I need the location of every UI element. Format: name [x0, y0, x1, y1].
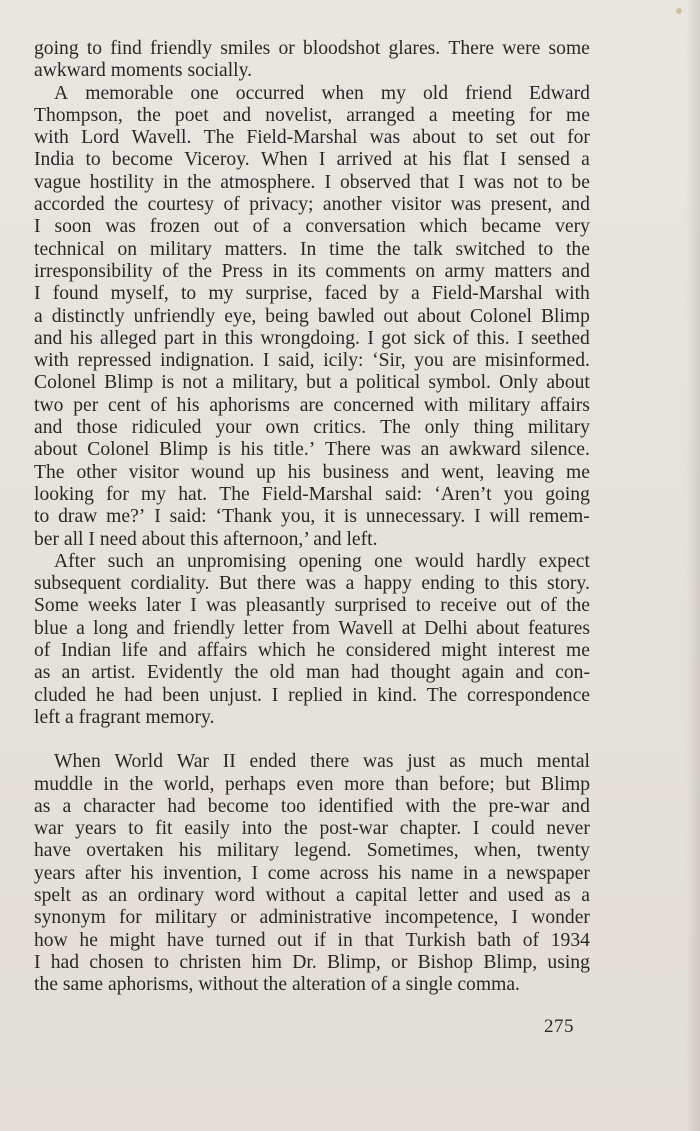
text-line: awkward moments socially. [34, 60, 253, 82]
paragraph [34, 751, 590, 996]
text-line: The other visitor wound up his business and went, leaving me [34, 461, 590, 483]
text-line: vague hostility in the atmosphere. I observed that I was not to be [34, 171, 590, 193]
page-speck [676, 8, 682, 14]
text-line: about Colonel Blimp is his title.’ There was an awkward silence. [34, 439, 590, 461]
text-line: war years to fit easily into the post-war chapter. I could never [34, 818, 590, 840]
text-line: with Lord Wavell. The Field-Marshal was about to set out for [34, 127, 590, 149]
text-line: subsequent cordiality. But there was a happy ending to this story. [34, 573, 590, 595]
text-line: years after his invention, I come across his name in a newspaper [34, 862, 590, 884]
text-line: technical on military matters. In time the talk switched to the [34, 238, 590, 260]
text-line: how he might have turned out if in that Turkish bath of 1934 [34, 929, 590, 951]
text-line: Some weeks later I was pleasantly surprised to receive out of the [34, 595, 590, 617]
text-line: left a fragrant memory. [34, 706, 215, 728]
text-line: A memorable one occurred when my old friend Edward [54, 82, 590, 104]
paragraph [34, 551, 590, 729]
paragraph [34, 83, 590, 551]
text-line: irresponsibility of the Press in its comments on army matters and [34, 260, 590, 282]
text-line: cluded he had been unjust. I replied in kind. The correspondence [34, 684, 590, 706]
text-line: muddle in the world, perhaps even more than before; but Blimp [34, 773, 590, 795]
text-line: have overtaken his military legend. Sometimes, when, twenty [34, 840, 590, 862]
text-line: ber all I need about this afternoon,’ and left. [34, 528, 378, 550]
body-text [34, 38, 590, 996]
text-line: Colonel Blimp is not a military, but a political symbol. Only about [34, 372, 590, 394]
text-line: as an artist. Evidently the old man had thought again and con- [34, 662, 590, 684]
text-line: I soon was frozen out of a conversation which became very [34, 216, 590, 238]
text-line: I found myself, to my surprise, faced by a Field-Marshal with [34, 283, 590, 305]
text-line: and those ridiculed your own critics. The only thing military [34, 417, 590, 439]
text-line: After such an unpromising opening one would hardly expect [54, 550, 590, 572]
text-line: spelt as an ordinary word without a capital letter and used as a [34, 884, 590, 906]
text-line: accorded the courtesy of privacy; another visitor was present, and [34, 194, 590, 216]
text-line: looking for my hat. The Field-Marshal said: ‘Aren’t you going [34, 483, 590, 505]
text-line: a distinctly unfriendly eye, being bawled out about Colonel Blimp [34, 305, 590, 327]
text-line: blue a long and friendly letter from Wavell at Delhi about features [34, 617, 590, 639]
page-edge-shadow [686, 0, 700, 1131]
text-line: Thompson, the poet and novelist, arranged a meeting for me [34, 104, 590, 126]
page-number: 275 [544, 1016, 574, 1037]
text-line: two per cent of his aphorisms are concerned with military affairs [34, 394, 590, 416]
text-line: of Indian life and affairs which he considered might interest me [34, 640, 590, 662]
paragraph [34, 38, 590, 83]
text-line: synonym for military or administrative incompetence, I wonder [34, 907, 590, 929]
text-line: to draw me?’ I said: ‘Thank you, it is unnecessary. I will remem- [34, 506, 590, 528]
text-line: as a character had become too identified with the pre-war and [34, 795, 590, 817]
text-line: with repressed indignation. I said, icily: ‘Sir, you are misinformed. [34, 350, 590, 372]
text-line: I had chosen to christen him Dr. Blimp, or Bishop Blimp, using [34, 951, 590, 973]
section-break [34, 729, 590, 751]
text-line: and his alleged part in this wrongdoing. I got sick of this. I seethed [34, 327, 590, 349]
text-line: When World War II ended there was just as much mental [54, 751, 590, 773]
text-line: going to find friendly smiles or bloodshot glares. There were some [34, 38, 590, 59]
text-line: the same aphorisms, without the alteration of a single comma. [34, 974, 520, 996]
text-line: India to become Viceroy. When I arrived at his flat I sensed a [34, 149, 590, 171]
